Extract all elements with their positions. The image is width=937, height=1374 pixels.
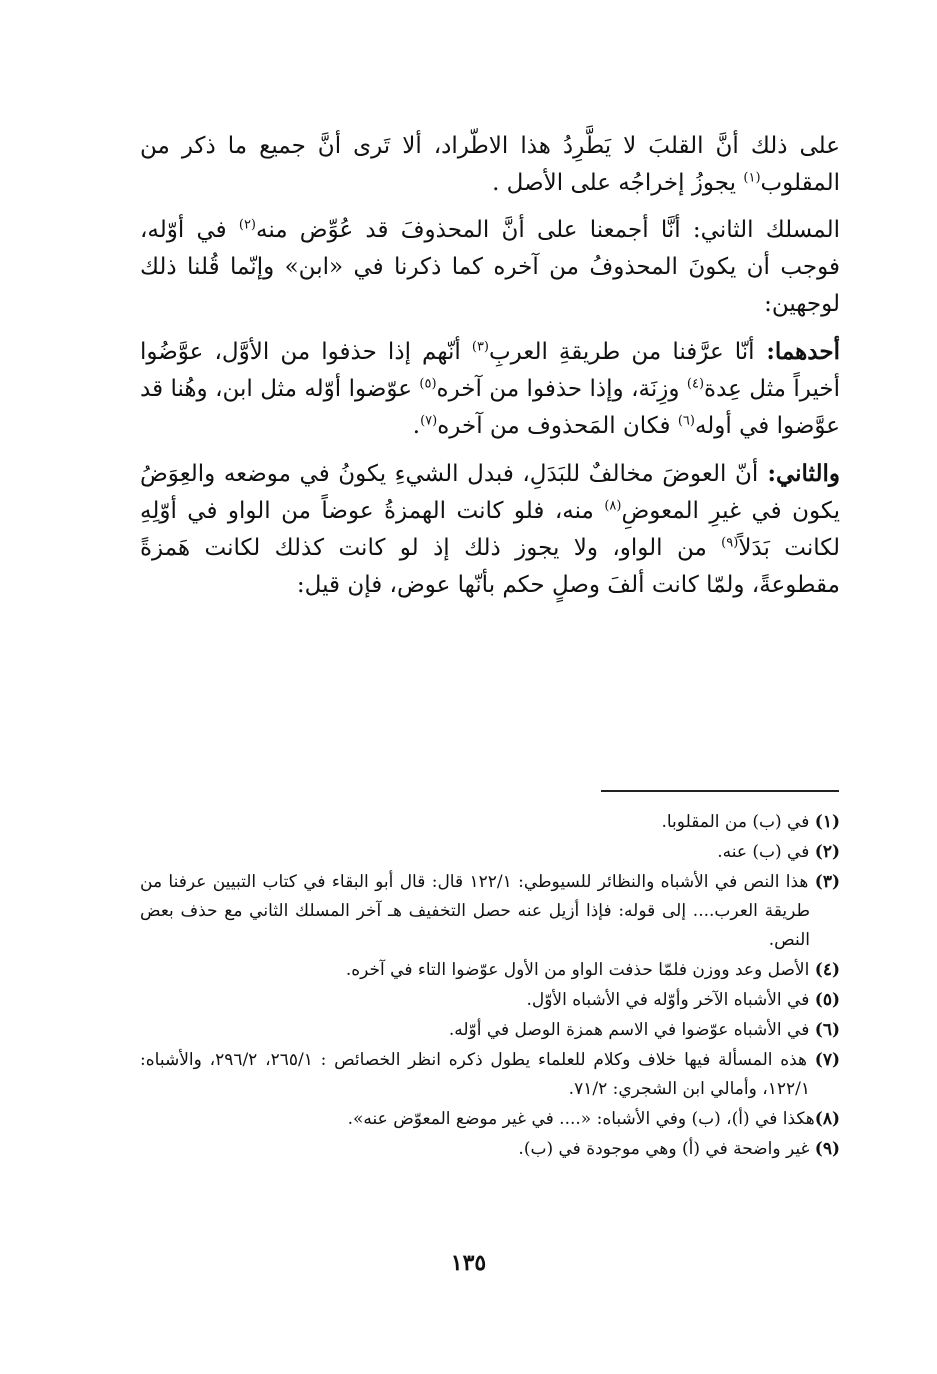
footnote-item — [140, 956, 840, 985]
footnote-number: (٥) — [814, 990, 840, 1010]
paragraph-text: أنّ العوضَ مخالفٌ للبَدَلِ، فبدل الشيءِ يكونُ في موضعه والعِوَضُ يكون في غيرِ المعوضِ — [140, 461, 840, 524]
footnote-text: في الأشباه الآخر وأوّله في الأشباه الأوّل. — [526, 990, 815, 1010]
footnote-item — [140, 868, 840, 955]
paragraph-text: منه، فلو كانت الهمزةُ عوضاً من الواو في أوّلِهِ لكانت بَدَلاً — [140, 498, 840, 561]
footnote-text: غير واضحة في (أ) وهي موجودة في (ب). — [518, 1139, 815, 1159]
footnote-number: (٦) — [814, 1020, 840, 1040]
footnote-item — [140, 1046, 840, 1104]
footnote-number: (٣) — [814, 872, 841, 892]
main-text — [140, 128, 840, 614]
footnote-text: في (ب) من المقلوبا. — [661, 812, 815, 832]
footnote-number: (١) — [814, 812, 840, 832]
footnote-ref: (٣) — [471, 339, 489, 355]
paragraph-text: فكان المَحذوف من آخره — [437, 413, 678, 439]
paragraph-text: عوّضوا أوّله مثل ابن، وهُنا قد عوَّضوا في أوله — [140, 376, 840, 439]
footnote-divider — [601, 790, 839, 792]
paragraph-lead: والثاني: — [758, 460, 840, 487]
footnote-item — [140, 838, 840, 867]
footnote-item — [140, 1105, 840, 1134]
paragraph-text: من الواو، ولا يجوز ذلك إذ لو كانت كذلك لكانت هَمزةً مقطوعةً، ولمّا كانت ألفَ وصلٍ حكم بأنّها عوض، فإن قيل: — [140, 535, 840, 598]
footnote-number: (٢) — [814, 842, 840, 862]
footnote-ref: (٩) — [721, 535, 739, 551]
page-number: ١٣٥ — [450, 1250, 487, 1276]
footnote-item — [140, 1135, 840, 1164]
footnote-ref: (٢) — [238, 217, 256, 233]
footnote-item — [140, 1016, 840, 1045]
footnotes — [140, 808, 840, 1165]
footnote-number: (٤) — [814, 960, 840, 980]
paragraph-text: يجوزُ إخراجُه على الأصل . — [492, 170, 744, 196]
paragraph-1 — [140, 128, 840, 202]
paragraph-text: . — [412, 413, 421, 439]
paragraph-text: وزِنَة، وإذا حذفوا من آخره — [436, 376, 687, 402]
footnote-text: الأصل وعد ووزن فلمّا حذفت الواو من الأول عوّضوا التاء في آخره. — [345, 960, 815, 980]
footnote-text: هذه المسألة فيها خلاف وكلام للعلماء يطول ذكره انظر الخصائص : ٢٦٥/١، ٢٩٦/٢، والأشباه: ١٢٢/١، وأمالي ابن الشجري: ٧١/٢. — [140, 1050, 815, 1099]
footnote-ref: (٦) — [677, 413, 695, 429]
paragraph-text: في أوّله، فوجب أن يكونَ المحذوفُ من آخره كما ذكرنا في «ابن» وإنّما قُلنا ذلك لوجهين: — [140, 217, 840, 317]
footnote-text: في الأشباه عوّضوا في الاسم همزة الوصل في أوّله. — [448, 1020, 815, 1040]
paragraph-text: على ذلك أنَّ القلبَ لا يَطَّرِدُ هذا الاطّراد، ألا تَرى أنَّ جميع ما ذكر من المقلوب — [140, 133, 840, 196]
footnote-ref: (٧) — [420, 413, 438, 429]
footnote-ref: (٥) — [419, 376, 437, 392]
footnote-number: (٩) — [814, 1139, 840, 1159]
footnote-ref: (١) — [743, 170, 761, 186]
footnote-text: في (ب) عنه. — [717, 842, 815, 862]
footnote-ref: (٨) — [604, 498, 622, 514]
footnote-item — [140, 986, 840, 1015]
footnote-ref: (٤) — [686, 376, 705, 392]
footnote-text: هكذا في (أ)، (ب) وفي الأشباه: «.... في غير موضع المعوّض عنه». — [347, 1109, 815, 1129]
paragraph-lead: أحدهما: — [754, 338, 840, 365]
paragraph-2 — [140, 212, 840, 323]
paragraph-text: المسلك الثاني: أنَّا أجمعنا على أنَّ المحذوفَ قد عُوِّض منه — [256, 217, 840, 243]
footnote-item — [140, 808, 840, 837]
footnote-number: (٧) — [814, 1050, 841, 1070]
footnote-text: هذا النص في الأشباه والنظائر للسيوطي: ١٢٢/١ قال: قال أبو البقاء في كتاب التبيين عرفنا من طريقة العرب.... إلى قوله: فإذا أزيل عنه حصل التخفيف هـ آخر المسلك الثاني مع حذف بعض النص. — [140, 872, 815, 950]
paragraph-text: أنّهم إذا حذفوا من الأوَّل، عوَّضُوا أخيراً مثل عِدة — [140, 339, 841, 402]
paragraph-text: أنّا عرَّفنا من طريقةِ العربِ — [489, 339, 755, 365]
footnote-number: (٨) — [814, 1109, 840, 1129]
paragraph-3 — [140, 333, 840, 445]
paragraph-4 — [140, 455, 840, 604]
